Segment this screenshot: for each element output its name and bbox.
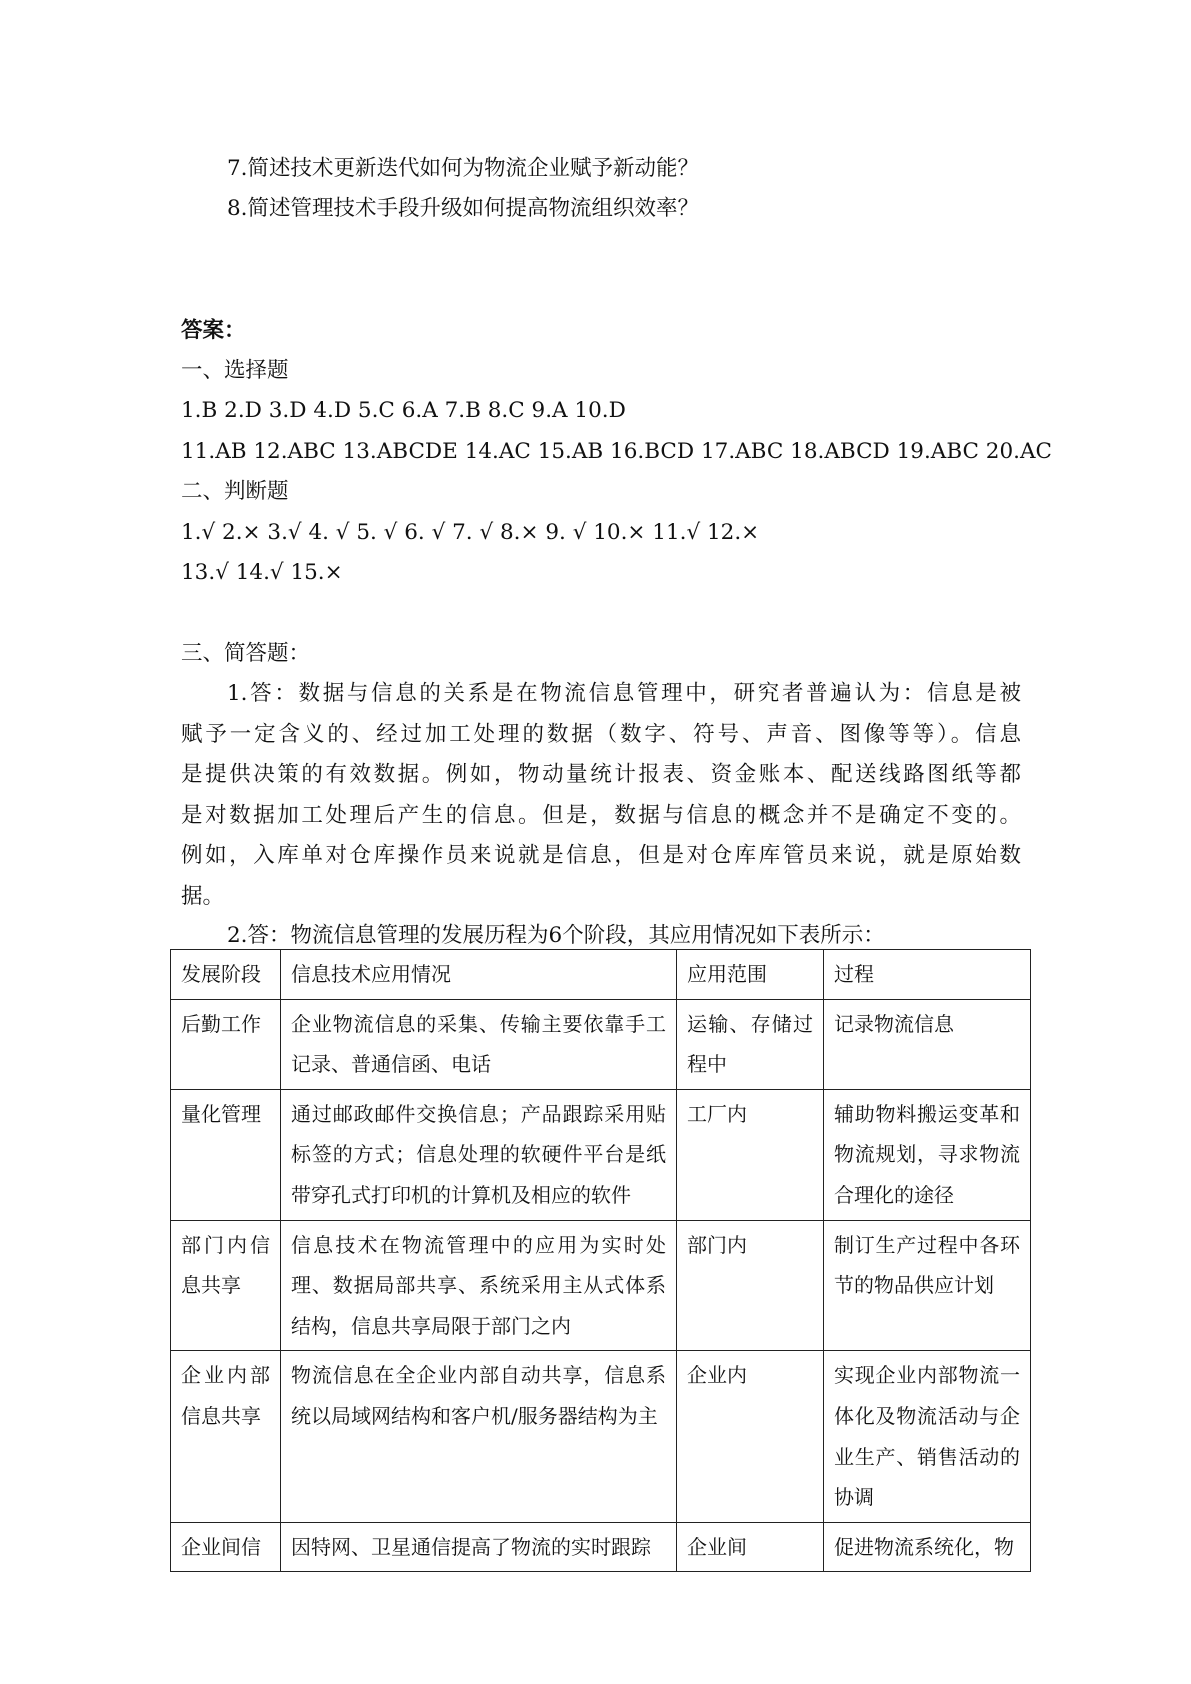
question-8: 8.简述管理技术手段升级如何提高物流组织效率？ [227,196,700,221]
table-row [171,1522,1031,1572]
table-cell: 因特网、卫星通信提高了物流的实时跟踪 [281,1522,677,1572]
table-cell: 量化管理 [171,1089,281,1220]
table-header-cell: 应用范围 [677,950,824,1000]
judgement-answers-line-1: 1.√ 2.× 3.√ 4. √ 5. √ 6. √ 7. √ 8.× 9. √ 10.× 11.√ 12.× [181,520,760,545]
section-judgement-title: 二、判断题 [181,479,289,504]
table-cell: 实现企业内部物流一体化及物流活动与企业生产、销售活动的协调 [824,1351,1031,1522]
table-cell: 部门内 [677,1220,824,1351]
table-cell: 通过邮政邮件交换信息；产品跟踪采用贴标签的方式；信息处理的软硬件平台是纸带穿孔式打印机的计算机及相应的软件 [281,1089,677,1220]
table-cell: 企业内部信息共享 [171,1351,281,1522]
short-answer-1-line: 例如，入库单对仓库操作员来说就是信息，但是对仓库库管员来说，就是原始数 [181,843,1021,869]
table-cell: 制订生产过程中各环节的物品供应计划 [824,1220,1031,1351]
short-answer-1-line: 据。 [181,883,225,909]
table-cell: 后勤工作 [171,999,281,1089]
judgement-answers-line-2: 13.√ 14.√ 15.× [181,560,343,585]
table-header-cell: 过程 [824,950,1031,1000]
info-management-stages-table [170,949,1031,1572]
section-short-answer-title: 三、简答题： [181,641,311,666]
table-cell: 企业内 [677,1351,824,1522]
table-row [171,1351,1031,1522]
table-header-cell: 发展阶段 [171,950,281,1000]
short-answer-1-line: 1.答：数据与信息的关系是在物流信息管理中，研究者普遍认为：信息是被 [227,681,1021,706]
table-cell: 工厂内 [677,1089,824,1220]
table-header-row [171,950,1031,1000]
table-cell: 记录物流信息 [824,999,1031,1089]
table-cell: 企业物流信息的采集、传输主要依靠手工记录、普通信函、电话 [281,999,677,1089]
table-row [171,1089,1031,1220]
table-cell: 信息技术在物流管理中的应用为实时处理、数据局部共享、系统采用主从式体系结构，信息共享局限于部门之内 [281,1220,677,1351]
table-cell: 部门内信息共享 [171,1220,281,1351]
table-cell: 企业间 [677,1522,824,1572]
table-header-cell: 信息技术应用情况 [281,950,677,1000]
table-row [171,999,1031,1089]
table-cell: 运输、存储过程中 [677,999,824,1089]
section-choice-title: 一、选择题 [181,358,289,383]
short-answer-1-line: 是对数据加工处理后产生的信息。但是，数据与信息的概念并不是确定不变的。 [181,802,1021,828]
choice-answers-line-1: 1.B 2.D 3.D 4.D 5.C 6.A 7.B 8.C 9.A 10.D [181,398,626,423]
short-answer-1 [181,679,1021,923]
short-answer-2-intro: 2.答：物流信息管理的发展历程为6个阶段，其应用情况如下表所示： [227,923,885,948]
table-cell: 企业间信 [171,1522,281,1572]
question-7: 7.简述技术更新迭代如何为物流企业赋予新动能？ [227,156,700,181]
answers-heading: 答案： [181,318,246,343]
table-cell: 物流信息在全企业内部自动共享，信息系统以局域网结构和客户机/服务器结构为主 [281,1351,677,1522]
short-answer-1-line: 是提供决策的有效数据。例如，物动量统计报表、资金账本、配送线路图纸等都 [181,762,1021,788]
short-answer-1-line: 赋予一定含义的、经过加工处理的数据（数字、符号、声音、图像等等）。信息 [181,721,1021,747]
table-row [171,1220,1031,1351]
table-cell: 促进物流系统化，物 [824,1522,1031,1572]
choice-answers-line-2: 11.AB 12.ABC 13.ABCDE 14.AC 15.AB 16.BCD 17.ABC 18.ABCD 19.ABC 20.AC [181,439,1052,464]
table-cell: 辅助物料搬运变革和物流规划，寻求物流合理化的途径 [824,1089,1031,1220]
